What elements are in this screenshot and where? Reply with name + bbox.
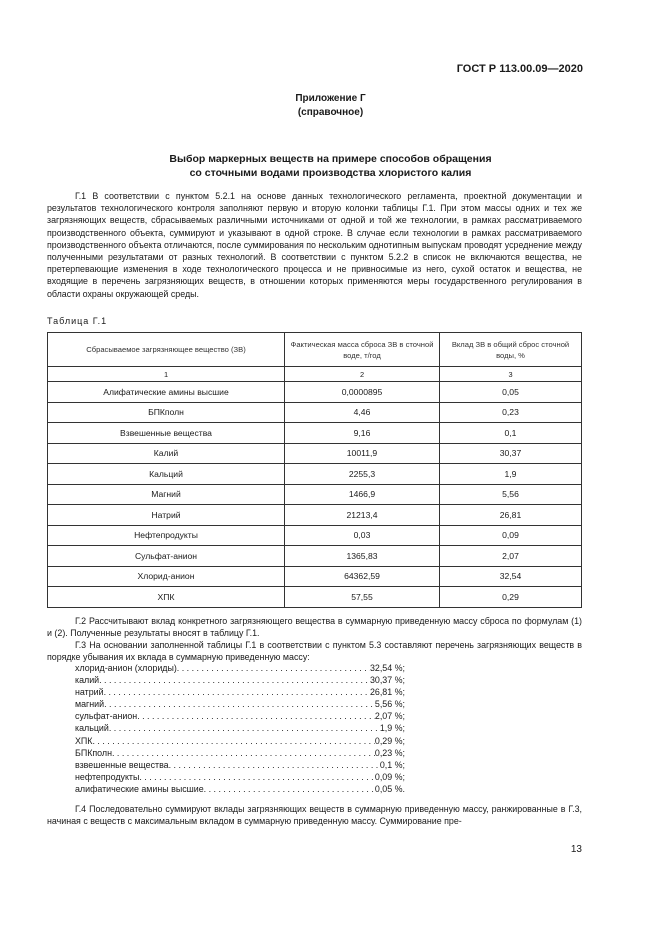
list-item-value: 30,37 %; [369, 675, 405, 686]
list-item [75, 747, 405, 759]
cell-mass: 4,46 [285, 402, 440, 423]
cell-substance: Кальций [48, 464, 285, 485]
list-item-value: 0,23 %; [374, 747, 405, 758]
cell-substance: Сульфат-анион [48, 546, 285, 567]
table-caption: Таблица Г.1 [47, 316, 108, 326]
dot-leader [169, 759, 380, 771]
cell-contribution: 30,37 [440, 443, 582, 464]
table-row [48, 587, 582, 608]
cell-contribution: 0,09 [440, 525, 582, 546]
list-item-value: 32,54 %; [369, 663, 405, 673]
cell-contribution: 1,9 [440, 464, 582, 485]
list-item-name: нефтепродукты [75, 771, 140, 782]
cell-contribution: 5,56 [440, 484, 582, 505]
list-item-name: алифатические амины высшие [75, 783, 204, 794]
cell-contribution: 0,05 [440, 382, 582, 403]
table-header-row [48, 333, 582, 367]
table-row [48, 464, 582, 485]
list-item-name: калий [75, 675, 100, 686]
cell-mass: 57,55 [285, 587, 440, 608]
list-item-value: 0,29 %; [374, 735, 405, 746]
cell-contribution: 32,54 [440, 566, 582, 587]
cell-mass: 1365,83 [285, 546, 440, 567]
cell-contribution: 2,07 [440, 546, 582, 567]
dot-leader [99, 674, 370, 686]
dot-leader [104, 698, 375, 710]
cell-substance: Хлорид-анион [48, 566, 285, 587]
table-row [48, 505, 582, 526]
cell-substance: Магний [48, 484, 285, 505]
list-item-name: БПКполн [75, 747, 112, 758]
dot-leader [139, 771, 375, 783]
table-header-mass: Фактическая масса сброса ЗВ в сточной воде, т/год [285, 333, 440, 367]
table-header-contribution: Вклад ЗВ в общий сброс сточной воды, % [440, 333, 582, 367]
list-item-value: 5,56 %; [374, 699, 405, 710]
appendix-title-line-1: Выбор маркерных веществ на примере способов обращения [169, 153, 492, 165]
list-item-name: натрий [75, 687, 104, 698]
table-row [48, 566, 582, 587]
list-item-name: взвешенные вещества [75, 759, 169, 770]
appendix-title [0, 152, 661, 180]
paragraph-g1: Г.1 В соответствии с пунктом 5.2.1 на основе данных технологического регламента, проектной документации и результатов технологического контроля заполняют первую и вторую колонки таблицы Г.1. При этом массы одних и тех же загрязняющих веществ, сбрасываемых различными источниками от одной и той же технологии, в рамках рассматриваемого производственного объекта, суммируют и указывают в одной строке. В случае если технологии в рамках рассматриваемого производственного объекта отличаются, после суммирования по нескольким однотипным выпускам проводят усреднение между полученными результатами от разных технологий. В соответствии с пунктом 5.2.2 в список не включаются вещества, не претерпевающие изменения в ходе технологического процесса и не привносимые из него, сухой остаток и вещества, не входящие в перечень загрязняющих веществ, в отношении которых применяются меры государственного регулирования в области охраны окружающей среды. [47, 191, 582, 299]
cell-substance: Нефтепродукты [48, 525, 285, 546]
list-item-value: 0,09 %; [374, 771, 405, 782]
table-column-numbers-row [48, 367, 582, 382]
table-row [48, 525, 582, 546]
table-row [48, 382, 582, 403]
list-item-value: 26,81 %; [369, 687, 405, 698]
dot-leader [137, 710, 375, 722]
cell-mass: 21213,4 [285, 505, 440, 526]
cell-mass: 1466,9 [285, 484, 440, 505]
list-item [75, 686, 405, 698]
cell-mass: 64362,59 [285, 566, 440, 587]
paragraph-g3: Г.3 На основании заполненной таблицы Г.1 в соответствии с пунктом 5.3 составляют перечень загрязняющих веществ в порядке убывания их вклада в суммарную приведенную массу: [47, 640, 582, 663]
list-item [75, 722, 405, 734]
ranked-substance-list [75, 662, 405, 795]
table-column-number: 3 [440, 367, 582, 382]
cell-substance: Взвешенные вещества [48, 423, 285, 444]
list-item-value: 0,1 %; [379, 759, 405, 770]
dot-leader [112, 747, 375, 759]
list-item [75, 710, 405, 722]
cell-substance: Калий [48, 443, 285, 464]
cell-mass: 0,0000895 [285, 382, 440, 403]
list-item-name: хлорид-анион (хлориды) [75, 663, 177, 673]
list-item-name: магний [75, 699, 105, 710]
dot-leader [177, 662, 370, 674]
cell-contribution: 26,81 [440, 505, 582, 526]
page-number: 13 [570, 844, 582, 855]
list-item [75, 674, 405, 686]
list-item-name: сульфат-анион [75, 711, 138, 722]
list-item [75, 662, 405, 674]
table-row [48, 546, 582, 567]
cell-contribution: 0,29 [440, 587, 582, 608]
dot-leader [109, 722, 380, 734]
list-item-name: кальций [75, 723, 109, 734]
paragraph-g2: Г.2 Рассчитывают вклад конкретного загрязняющего вещества в суммарную приведенную массу сброса по формулам (1) и (2). Полученные результаты вносят в таблицу Г.1. [47, 616, 582, 639]
table-row [48, 423, 582, 444]
cell-substance: Алифатические амины высшие [48, 382, 285, 403]
substances-table [47, 332, 582, 608]
appendix-heading [0, 92, 661, 120]
list-item-value: 2,07 %; [374, 711, 405, 722]
table-header-substance: Сбрасываемое загрязняющее вещество (ЗВ) [48, 333, 285, 367]
dot-leader [92, 735, 374, 747]
table-row [48, 484, 582, 505]
list-item [75, 735, 405, 747]
list-item [75, 698, 405, 710]
table-row [48, 443, 582, 464]
list-item [75, 759, 405, 771]
dot-leader [204, 783, 375, 795]
table-column-number: 2 [285, 367, 440, 382]
list-item [75, 771, 405, 783]
cell-mass: 10011,9 [285, 443, 440, 464]
cell-substance: ХПК [48, 587, 285, 608]
cell-mass: 0,03 [285, 525, 440, 546]
cell-mass: 2255,3 [285, 464, 440, 485]
cell-mass: 9,16 [285, 423, 440, 444]
paragraph-g4: Г.4 Последовательно суммируют вклады загрязняющих веществ в суммарную приведенную массу, ранжированные в Г.3, начиная с веществ с максимальным вкладом в суммарную приведенную массу. Суммирование пре- [47, 804, 582, 827]
cell-substance: БПКполн [48, 402, 285, 423]
table-column-number: 1 [48, 367, 285, 382]
appendix-title-line-2: со сточными водами производства хлористого калия [189, 167, 472, 179]
cell-substance: Натрий [48, 505, 285, 526]
appendix-label: Приложение Г [295, 93, 366, 104]
cell-contribution: 0,1 [440, 423, 582, 444]
list-item [75, 783, 405, 795]
document-code: ГОСТ Р 113.00.09—2020 [456, 63, 583, 75]
list-item-value: 1,9 %; [379, 723, 405, 734]
dot-leader [104, 686, 370, 698]
list-item-value: 0,05 %. [374, 783, 405, 794]
cell-contribution: 0,23 [440, 402, 582, 423]
table-row [48, 402, 582, 423]
list-item-name: ХПК [75, 735, 93, 746]
appendix-type: (справочное) [297, 107, 364, 118]
